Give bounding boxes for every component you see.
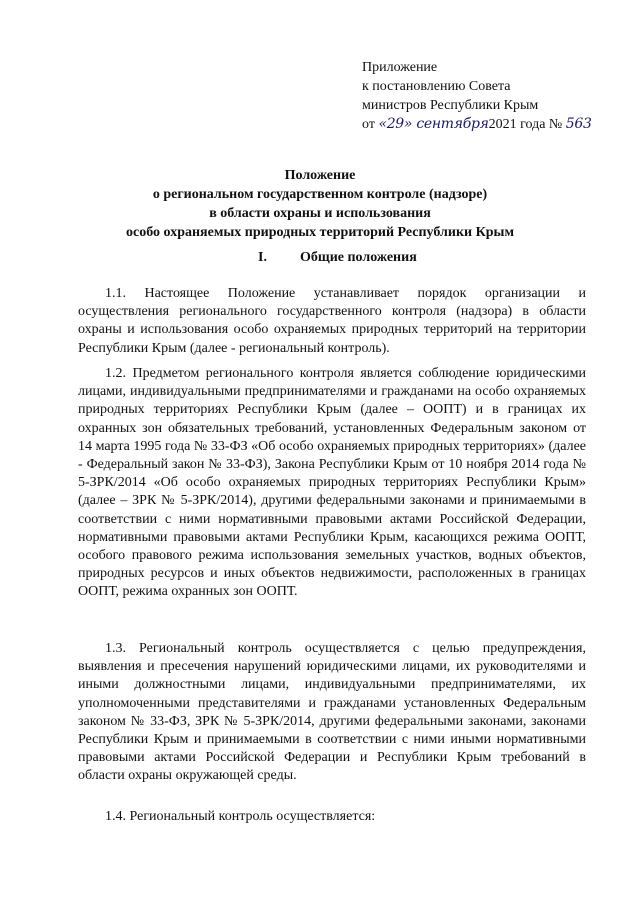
paragraph-1-4: 1.4. Региональный контроль осуществляется: bbox=[105, 809, 376, 824]
title-line-2: о региональном государственном контроле (надзоре) bbox=[152, 187, 488, 202]
document-title bbox=[60, 166, 580, 242]
section-number: I. bbox=[258, 250, 267, 265]
appendix-line-3: министров Республики Крым bbox=[362, 98, 539, 113]
paragraph-1-2: 1.2. Предметом регионального контроля является соблюдение юридическими лицами, индивидуальными предпринимателями и гражданами на особо охраняемых природных территориях Республики Крым (далее – ООПТ) и в границах их охранных зон обязательных требований, установленных Федеральным законом от 14 марта 1995 года № 33-ФЗ «Об особо охраняемых природных территориях» (далее - Федеральный закон № 33-ФЗ), Закона Республики Крым от 10 ноября 2014 года № 5-ЗРК/2014 «Об особо охраняемых природных территориях Республики Крым» (далее – ЗРК № 5-ЗРК/2014), другими федеральными законами и принимаемыми в соответствии с ними нормативными правовыми актами Российской Федерации, нормативными правовыми актами Республики Крым, касающихся режима ООПТ, особого правового режима использования земельных участков, водных объектов, природных ресурсов и иных объектов недвижимости, расположенных в границах ООПТ, режима охранных зон ООПТ. bbox=[78, 366, 586, 600]
appendix-line-1: Приложение bbox=[362, 60, 438, 75]
section-name: Общие положения bbox=[300, 250, 417, 265]
appendix-line-2: к постановлению Совета bbox=[362, 79, 511, 94]
handwritten-number: 563 bbox=[565, 116, 592, 132]
handwritten-date: «29» сентября bbox=[378, 116, 489, 132]
appendix-line-4 bbox=[362, 115, 592, 134]
appendix-year: 2021 года № bbox=[488, 117, 563, 132]
title-line-1: Положение bbox=[284, 168, 356, 183]
paragraph-1-3: 1.3. Региональный контроль осуществляется с целью предупреждения, выявления и пресечения нарушений юридическими лицами, их руководителями и иными должностными лицами, индивидуальными предпринимателями, их уполномоченными представителями и гражданами установленных Федеральным законом № 33-ФЗ, ЗРК № 5-ЗРК/2014, другими федеральными законами, законами Республики Крым и принимаемыми в соответствии с ними иными нормативными правовыми актами Российской Федерации и Республики Крым требований в области охраны окружающей среды. bbox=[78, 641, 586, 784]
appendix-from: от bbox=[362, 117, 375, 132]
appendix-block bbox=[362, 58, 592, 134]
title-line-3: в области охраны и использования bbox=[209, 206, 431, 221]
title-line-4: особо охраняемых природных территорий Республики Крым bbox=[126, 225, 514, 240]
paragraph-1-1: 1.1. Настоящее Положение устанавливает порядок организации и осуществления регионального государственного контроля (надзора) в области охраны и использования особо охраняемых природных территорий на территории Республики Крым (далее - региональный контроль). bbox=[78, 286, 586, 356]
